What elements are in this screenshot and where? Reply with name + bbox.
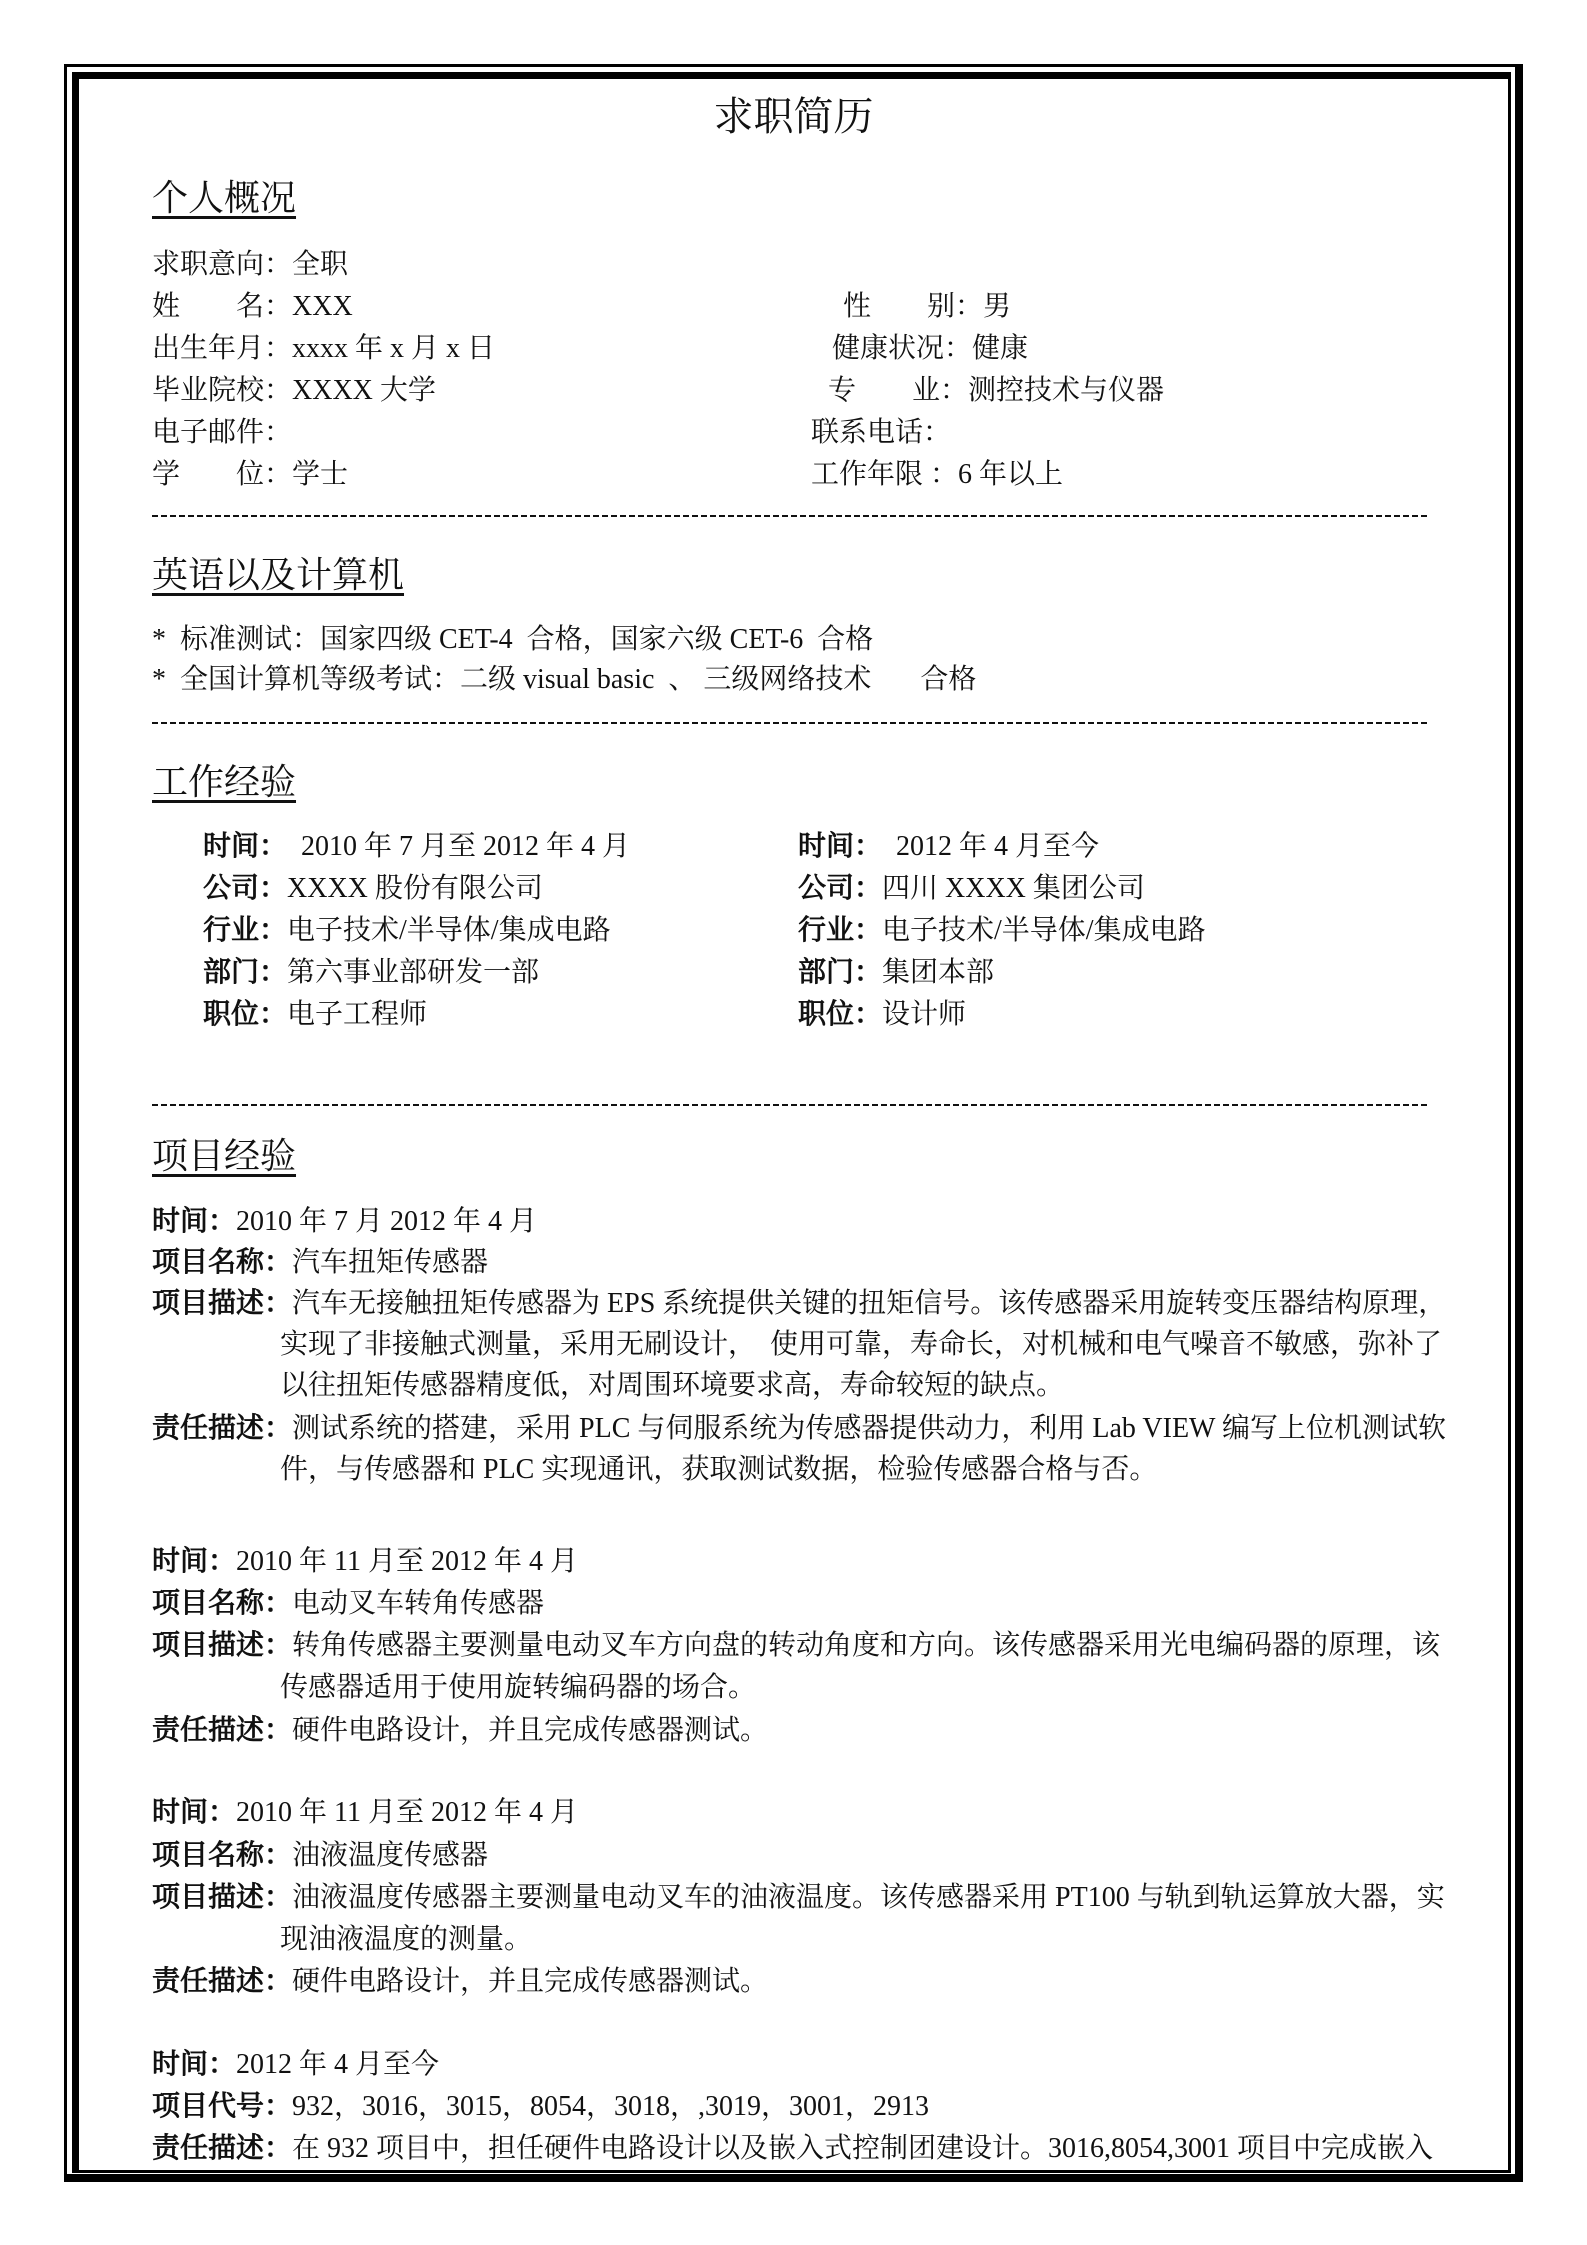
field-value: 油液温度传感器: [292, 1840, 489, 1871]
field-value: 第六事业部研发一部: [287, 957, 540, 988]
field-value: 2012 年 4 月至今: [882, 831, 1100, 862]
job-1-company: [203, 868, 543, 910]
field-value: 测试系统的搭建，采用 PLC 与伺服系统为传感器提供动力，利用 Lab VIEW 编写上位机测试软: [292, 1413, 1446, 1444]
field-value: 汽车扭矩传感器: [292, 1247, 489, 1278]
field-label: 出生年月：: [152, 333, 293, 364]
field-label: 项目描述：: [152, 1882, 293, 1913]
field-value: 全职: [292, 249, 349, 280]
field-label: 行业：: [203, 915, 288, 946]
project-1-resp: [152, 1408, 1446, 1450]
field-value: XXX: [292, 291, 353, 322]
field-value: 健康: [972, 333, 1029, 364]
field-label: 项目描述：: [152, 1630, 293, 1661]
field-label: 行业：: [798, 915, 883, 946]
project-1-name: [152, 1242, 488, 1284]
section-heading-projects: 项目经验: [152, 1136, 297, 1176]
document-title: 求职简历: [713, 94, 874, 139]
job-2-position: [798, 994, 966, 1036]
field-value: 2012 年 4 月至今: [236, 2049, 440, 2080]
field-label: 时间：: [152, 1546, 237, 1577]
project-4-resp: [152, 2128, 1433, 2170]
field-label: 时间：: [203, 831, 288, 862]
field-label: 时间：: [152, 2049, 237, 2080]
field-label: 责任描述：: [152, 2133, 293, 2164]
field-label: 性 别：: [843, 291, 984, 322]
field-label: 职位：: [203, 999, 288, 1030]
field-value: 在 932 项目中，担任硬件电路设计以及嵌入式控制团建设计。3016,8054,3001 项目中完成嵌入: [292, 2133, 1434, 2164]
job-2-industry: [798, 910, 1206, 952]
project-1-desc-line: 以往扭矩传感器精度低，对周围环境要求高，寿命较短的缺点。: [280, 1370, 1065, 1401]
project-3-desc: [152, 1877, 1445, 1919]
field-label: 求职意向：: [152, 249, 293, 280]
job-1-time: [203, 826, 630, 868]
project-4-time: [152, 2044, 439, 2086]
field-value: 电子技术/半导体/集成电路: [287, 915, 611, 946]
project-2-desc: [152, 1625, 1440, 1667]
field-label: 时间：: [798, 831, 883, 862]
field-value: 硬件电路设计，并且完成传感器测试。: [292, 1966, 769, 1997]
field-major: [828, 370, 1164, 412]
field-value: 测控技术与仪器: [968, 375, 1165, 406]
field-label: 责任描述：: [152, 1966, 293, 1997]
field-value: 男: [983, 291, 1012, 322]
field-value: 2010 年 7 月 2012 年 4 月: [236, 1206, 538, 1237]
section-heading-skills: 英语以及计算机: [152, 555, 405, 595]
field-birth: [152, 328, 495, 370]
field-degree: [152, 454, 348, 496]
field-label: 毕业院校：: [152, 375, 293, 406]
field-label: 时间：: [152, 1206, 237, 1237]
project-1-desc: [152, 1283, 1446, 1325]
skill-item: * 全国计算机等级考试：二级 visual basic 、 三级网络技术 合格: [152, 664, 977, 695]
field-value: 932，3016，3015，8054，3018，,3019，3001，2913: [292, 2091, 930, 2122]
field-label: 电子邮件：: [152, 417, 293, 448]
field-value: 硬件电路设计，并且完成传感器测试。: [292, 1715, 769, 1746]
job-2-company: [798, 868, 1145, 910]
project-1-resp-line: 件，与传感器和 PLC 实现通讯，获取测试数据，检验传感器合格与否。: [280, 1454, 1158, 1485]
field-label: 项目名称：: [152, 1247, 293, 1278]
project-2-resp: [152, 1710, 768, 1752]
field-label: 部门：: [203, 957, 288, 988]
field-value: 电子工程师: [287, 999, 428, 1030]
field-value: XXXX 股份有限公司: [287, 873, 543, 904]
field-label: 学 位：: [152, 459, 293, 490]
skill-item: * 标准测试：国家四级 CET-4 合格，国家六级 CET-6 合格: [152, 624, 874, 655]
field-value: 集团本部: [882, 957, 995, 988]
field-label: 联系电话：: [811, 417, 952, 448]
project-1-time: [152, 1201, 537, 1243]
job-1-position: [203, 994, 427, 1036]
field-value: xxxx 年 x 月 x 日: [292, 333, 496, 364]
field-value: 2010 年 11 月至 2012 年 4 月: [236, 1546, 578, 1577]
field-value: 学士: [292, 459, 349, 490]
job-2-department: [798, 952, 994, 994]
field-label: 责任描述：: [152, 1413, 293, 1444]
project-3-resp: [152, 1961, 768, 2003]
field-value: 电子技术/半导体/集成电路: [882, 915, 1206, 946]
section-divider: [152, 1104, 1428, 1106]
field-phone: [811, 412, 951, 454]
project-1-desc-line: 实现了非接触式测量，采用无刷设计， 使用可靠，寿命长，对机械和电气噪音不敏感，弥补了: [280, 1329, 1443, 1360]
project-2-desc-line: 传感器适用于使用旋转编码器的场合。: [280, 1672, 757, 1703]
project-4-codes: [152, 2086, 929, 2128]
field-label: 责任描述：: [152, 1715, 293, 1746]
field-label: 项目代号：: [152, 2091, 293, 2122]
field-label: 专 业：: [828, 375, 969, 406]
field-value: 四川 XXXX 集团公司: [882, 873, 1145, 904]
field-label: 部门：: [798, 957, 883, 988]
field-label: 公司：: [798, 873, 883, 904]
field-value: 电动叉车转角传感器: [292, 1588, 545, 1619]
field-work-years: [811, 454, 1063, 496]
field-value: 油液温度传感器主要测量电动叉车的油液温度。该传感器采用 PT100 与轨到轨运算放大器，实: [292, 1882, 1445, 1913]
field-value: 6 年以上: [958, 459, 1064, 490]
field-value: 2010 年 7 月至 2012 年 4 月: [287, 831, 631, 862]
section-divider: [152, 515, 1428, 517]
section-heading-work: 工作经验: [152, 762, 297, 802]
field-label: 项目名称：: [152, 1840, 293, 1871]
field-job-intent: [152, 244, 348, 286]
section-heading-personal: 个人概况: [152, 178, 297, 218]
section-divider: [152, 722, 1428, 724]
field-label: 职位：: [798, 999, 883, 1030]
field-value: 转角传感器主要测量电动叉车方向盘的转动角度和方向。该传感器采用光电编码器的原理，该: [292, 1630, 1441, 1661]
project-3-time: [152, 1792, 578, 1834]
field-label: 健康状况：: [832, 333, 973, 364]
field-value: 设计师: [882, 999, 967, 1030]
field-label: 姓 名：: [152, 291, 293, 322]
project-3-name: [152, 1835, 488, 1877]
field-label: 工作年限 ：: [811, 459, 959, 490]
field-gender: [843, 286, 1011, 328]
field-email: [152, 412, 292, 454]
job-1-department: [203, 952, 539, 994]
field-label: 项目名称：: [152, 1588, 293, 1619]
field-health: [832, 328, 1028, 370]
job-1-industry: [203, 910, 611, 952]
field-value: XXXX 大学: [292, 375, 436, 406]
field-school: [152, 370, 436, 412]
project-3-desc-line: 现油液温度的测量。: [280, 1924, 533, 1955]
field-value: 2010 年 11 月至 2012 年 4 月: [236, 1797, 578, 1828]
field-label: 时间：: [152, 1797, 237, 1828]
field-label: 项目描述：: [152, 1288, 293, 1319]
project-2-time: [152, 1541, 578, 1583]
job-2-time: [798, 826, 1099, 868]
project-2-name: [152, 1583, 544, 1625]
field-label: 公司：: [203, 873, 288, 904]
field-value: 汽车无接触扭矩传感器为 EPS 系统提供关键的扭矩信号。该传感器采用旋转变压器结构原理，: [292, 1288, 1447, 1319]
field-name: [152, 286, 353, 328]
